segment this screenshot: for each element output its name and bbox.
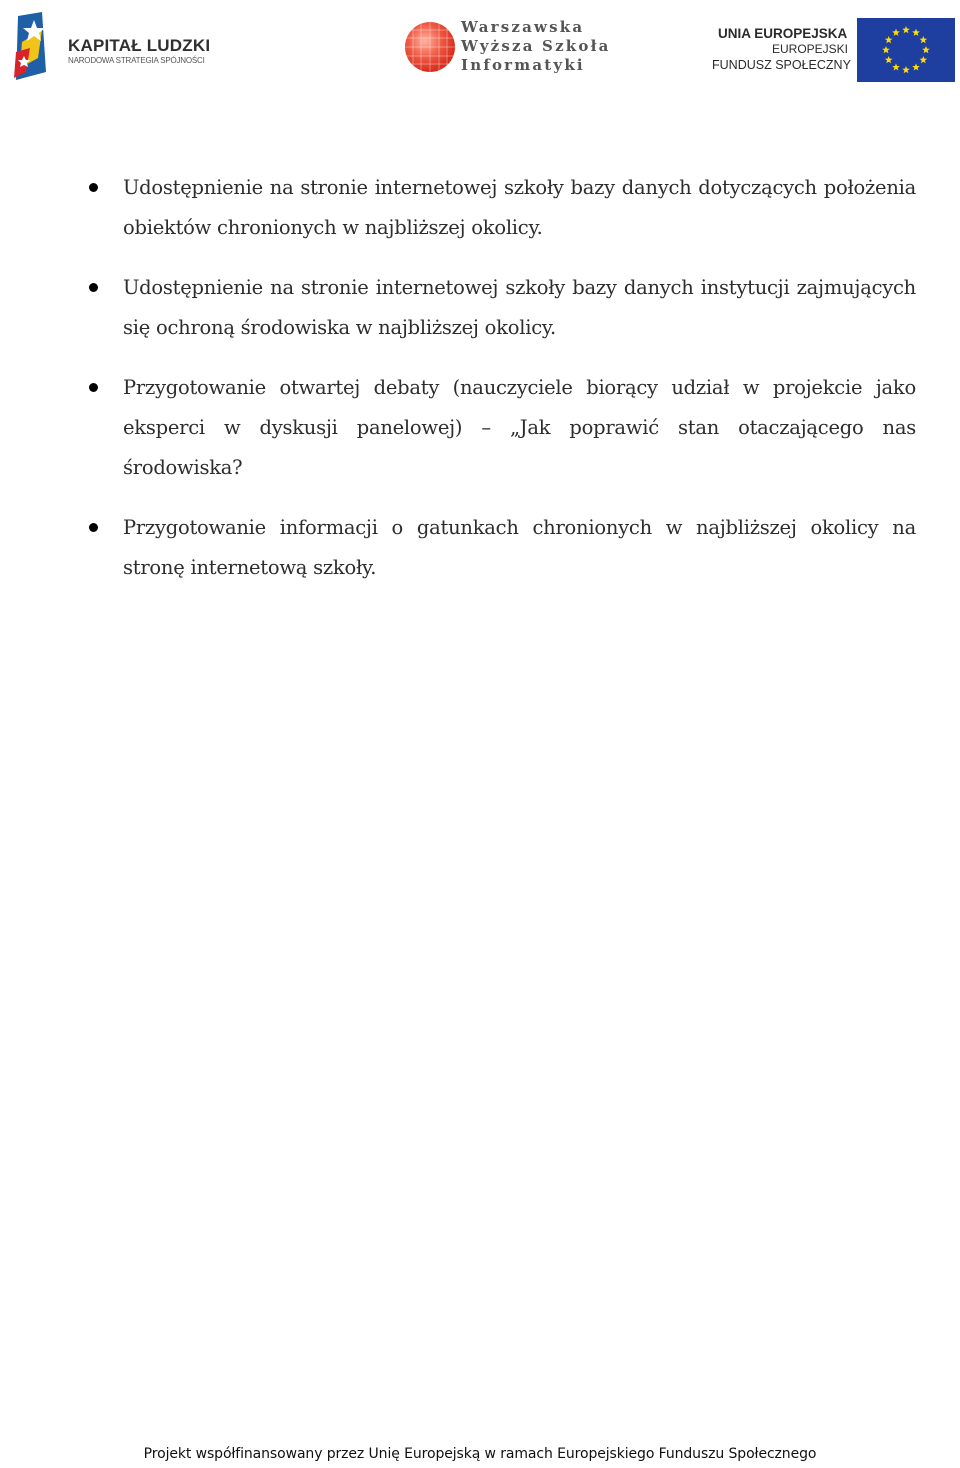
list-item: [86, 508, 916, 588]
wwsi-line-2: Wyższa Szkoła: [461, 37, 611, 55]
ue-line-2: EUROPEJSKI: [772, 42, 849, 56]
kapital-ludzki-title: KAPITAŁ LUDZKI: [68, 36, 211, 55]
list-item-text: Przygotowanie informacji o gatunkach chronionych w najbliższej okolicy na stronę internetową szkoły.: [123, 516, 916, 579]
wwsi-red-sphere-emblem-icon: [403, 20, 457, 74]
ue-line-3: FUNDUSZ SPOŁECZNY: [712, 58, 851, 72]
list-item: [86, 168, 916, 248]
kapital-ludzki-subtitle: NARODOWA STRATEGIA SPÓJNOŚCI: [68, 56, 205, 65]
ue-line-1: UNIA EUROPEJSKA: [718, 26, 848, 41]
kapital-ludzki-logo: [12, 12, 222, 84]
list-item: [86, 268, 916, 348]
page-header: [0, 0, 960, 100]
list-item-text: Udostępnienie na stronie internetowej szkoły bazy danych dotyczących położenia obiektów chronionych w najbliższej okolicy.: [123, 176, 916, 239]
list-item-text: Przygotowanie otwartej debaty (nauczyciele biorący udział w projekcie jako eksperci w dyskusji panelowej) – „Jak poprawić stan otaczającego nas środowiska?: [123, 376, 916, 479]
list-item: [86, 368, 916, 488]
wwsi-name: [461, 18, 611, 75]
list-item-text: Udostępnienie na stronie internetowej szkoły bazy danych instytucji zajmujących się ochroną środowiska w najbliższej okolicy.: [123, 276, 916, 339]
bullet-icon: [89, 523, 98, 532]
unia-europejska-logo: [710, 18, 955, 82]
bullet-icon: [89, 383, 98, 392]
document-body: [86, 168, 916, 608]
bullet-icon: [89, 283, 98, 292]
wwsi-line-1: Warszawska: [461, 18, 585, 36]
kapital-ludzki-star-emblem-icon: [12, 12, 64, 84]
bullet-icon: [89, 183, 98, 192]
wwsi-line-3: Informatyki: [461, 56, 585, 74]
page-footer: Projekt współfinansowany przez Unię Europejską w ramach Europejskiego Funduszu Społecznego: [143, 1446, 817, 1462]
wwsi-logo: [403, 18, 611, 76]
eu-flag-icon: [857, 18, 955, 82]
